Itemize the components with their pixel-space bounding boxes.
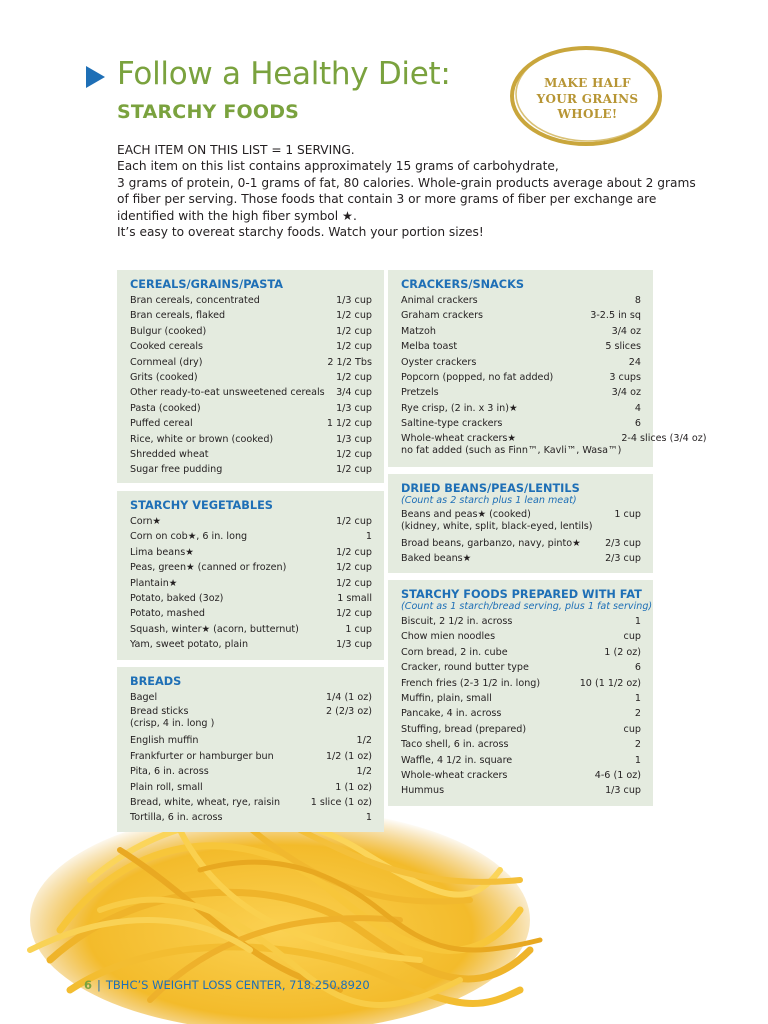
list-item xyxy=(401,768,641,783)
section-title: BREADS xyxy=(130,675,182,688)
item-amount: 3/4 cup xyxy=(336,387,372,399)
item-amount: 1/3 cup xyxy=(336,433,372,445)
list-item xyxy=(401,339,641,354)
intro-line: 3 grams of protein, 0-1 grams of fat, 80 calories. Whole-grain products average about 2 grams xyxy=(117,175,696,190)
list-item xyxy=(401,614,641,629)
item-amount: 1 xyxy=(365,812,372,824)
item-name: Animal crackers xyxy=(401,295,478,306)
cereals-grains-pasta-box xyxy=(117,270,384,483)
item-amount: 1/3 cup xyxy=(336,402,372,414)
intro-line: of fiber per serving. Those foods that contain 3 or more grams of fiber per exchange are xyxy=(117,192,657,207)
badge-text: MAKE HALF YOUR GRAINS WHOLE! xyxy=(536,76,639,121)
item-amount: 1 slice (1 oz) xyxy=(310,797,372,809)
item-name: Cooked cereals xyxy=(130,341,204,353)
list-item xyxy=(401,645,641,660)
list-item xyxy=(401,722,641,737)
list-item xyxy=(130,416,372,431)
list-item xyxy=(130,385,372,400)
item-name-line: (crisp, 4 in. long ) xyxy=(130,718,215,730)
item-name: Other ready-to-eat unsweetened cereals xyxy=(130,387,325,399)
section-subtitle: (Count as 2 starch plus 1 lean meat) xyxy=(401,495,577,506)
item-name-line: Bread sticks xyxy=(130,706,189,718)
item-amount: 1/2 (1 oz) xyxy=(325,750,372,762)
item-amount: 2 xyxy=(634,739,641,751)
item-name: Chow mien noodles xyxy=(401,631,496,643)
item-amount: 6 xyxy=(634,418,641,430)
item-name: Matzoh xyxy=(401,325,436,337)
item-amount: 2/3 cup xyxy=(605,553,641,565)
item-amount: 2-4 slices (3/4 oz) xyxy=(621,432,707,444)
intro-text xyxy=(117,142,696,240)
item-name: Cornmeal (dry) xyxy=(130,356,203,368)
item-name: Potato, baked (3oz) xyxy=(130,593,224,605)
list-item xyxy=(130,733,372,748)
item-name xyxy=(401,508,593,533)
item-name: English muffin xyxy=(130,735,199,747)
item-amount: cup xyxy=(623,723,641,735)
list-item xyxy=(130,529,372,544)
item-name: Bagel xyxy=(130,692,158,703)
list-item xyxy=(401,293,641,308)
list-item xyxy=(130,370,372,385)
item-amount: 1/2 cup xyxy=(336,608,372,620)
list-item xyxy=(401,783,641,798)
item-name: Corn bread, 2 in. cube xyxy=(401,646,508,658)
list-item xyxy=(401,753,641,768)
section-title: CEREALS/GRAINS/PASTA xyxy=(130,278,283,291)
list-item xyxy=(130,622,372,637)
triangle-bullet-icon xyxy=(86,66,105,88)
item-name: Saltine-type crackers xyxy=(401,418,503,430)
item-name: Pancake, 4 in. across xyxy=(401,708,502,720)
item-name: Stuffing, bread (prepared) xyxy=(401,723,527,735)
list-item xyxy=(130,764,372,779)
item-amount: 3-2.5 in sq xyxy=(590,310,641,322)
item-amount: 5 slices xyxy=(605,341,641,353)
item-amount: 2 1/2 Tbs xyxy=(327,356,372,368)
item-amount: 1/2 cup xyxy=(336,516,372,527)
item-name: Corn★ xyxy=(130,516,162,527)
list-item xyxy=(130,690,372,705)
item-amount: 1/2 cup xyxy=(336,546,372,558)
list-item xyxy=(130,462,372,477)
item-name: Bran cereals, flaked xyxy=(130,310,226,322)
item-name: Muffin, plain, small xyxy=(401,693,492,705)
list-item xyxy=(130,545,372,560)
list-item xyxy=(401,432,707,457)
item-name: Pita, 6 in. across xyxy=(130,766,209,778)
item-name: Whole-wheat crackers xyxy=(401,770,508,782)
item-name: Popcorn (popped, no fat added) xyxy=(401,372,554,384)
list-item xyxy=(130,795,372,810)
footer-separator: | xyxy=(97,978,101,992)
list-item xyxy=(401,308,641,323)
item-name: Shredded wheat xyxy=(130,449,209,461)
item-name: Frankfurter or hamburger bun xyxy=(130,750,274,762)
item-amount: 1 (1 oz) xyxy=(335,781,372,793)
item-amount: 24 xyxy=(628,356,641,368)
list-item xyxy=(130,324,372,339)
item-amount: 8 xyxy=(634,295,641,306)
item-name: Tortilla, 6 in. across xyxy=(130,812,223,824)
item-name: Potato, mashed xyxy=(130,608,205,620)
list-item xyxy=(401,355,641,370)
item-name: Grits (cooked) xyxy=(130,372,198,384)
item-name-line: Beans and peas★ (cooked) xyxy=(401,509,531,520)
item-amount: 1/2 cup xyxy=(336,372,372,384)
item-amount: 3 cups xyxy=(609,372,641,384)
list-item xyxy=(401,401,641,416)
item-amount: 1 xyxy=(634,616,641,627)
list-item xyxy=(130,447,372,462)
item-name: Oyster crackers xyxy=(401,356,477,368)
item-name: Cracker, round butter type xyxy=(401,662,529,674)
item-name: Graham crackers xyxy=(401,310,484,322)
item-amount: 1 (2 oz) xyxy=(604,646,641,658)
item-amount: 10 (1 1/2 oz) xyxy=(579,677,641,689)
list-item xyxy=(130,401,372,416)
item-name-line: (kidney, white, split, black-eyed, lentils) xyxy=(401,521,593,532)
item-name: French fries (2-3 1/2 in. long) xyxy=(401,677,541,689)
item-name: Peas, green★ (canned or frozen) xyxy=(130,562,287,574)
list-item xyxy=(130,308,372,323)
list-item xyxy=(401,324,641,339)
item-name: Bread, white, wheat, rye, raisin xyxy=(130,797,281,809)
item-amount: 1/2 cup xyxy=(336,464,372,476)
page-number: 6 xyxy=(84,978,93,992)
crackers-snacks-box xyxy=(388,270,707,467)
section-title: CRACKERS/SNACKS xyxy=(401,278,524,291)
item-name: Rice, white or brown (cooked) xyxy=(130,433,274,445)
list-item xyxy=(130,560,372,575)
item-amount: 1/2 xyxy=(356,766,372,778)
page-title: Follow a Healthy Diet: xyxy=(117,56,451,92)
item-amount: 1/2 cup xyxy=(336,341,372,353)
starchy-vegetables-box xyxy=(117,491,384,660)
list-item xyxy=(401,691,641,706)
item-name: Baked beans★ xyxy=(401,553,472,565)
list-item xyxy=(130,810,372,825)
list-item xyxy=(401,737,641,752)
item-amount: 1 xyxy=(365,531,372,543)
footer-text: TBHC’S WEIGHT LOSS CENTER, 718.250.8920 xyxy=(105,978,370,992)
item-name: Bran cereals, concentrated xyxy=(130,295,260,306)
intro-line: identified with the high fiber symbol ★. xyxy=(117,208,357,223)
list-item xyxy=(130,432,372,447)
list-item xyxy=(130,514,372,529)
item-amount: 1 cup xyxy=(345,623,372,635)
page-subtitle: STARCHY FOODS xyxy=(117,101,300,123)
list-item xyxy=(130,355,372,370)
item-name: Biscuit, 2 1/2 in. across xyxy=(401,616,513,627)
item-amount: 1/2 cup xyxy=(336,577,372,589)
item-amount: cup xyxy=(623,631,641,643)
item-name: Taco shell, 6 in. across xyxy=(401,739,509,751)
item-amount: 1 xyxy=(634,754,641,766)
item-name: Bulgur (cooked) xyxy=(130,325,207,337)
item-name-line: Whole-wheat crackers★ xyxy=(401,432,517,444)
intro-line: EACH ITEM ON THIS LIST = 1 SERVING. xyxy=(117,143,355,157)
item-name: Melba toast xyxy=(401,341,458,353)
item-amount: 1/2 cup xyxy=(336,562,372,574)
list-item xyxy=(401,370,641,385)
section-title: STARCHY VEGETABLES xyxy=(130,499,273,512)
item-amount: 1/3 cup xyxy=(336,295,372,306)
item-name: Plantain★ xyxy=(130,577,178,589)
item-name: Squash, winter★ (acorn, butternut) xyxy=(130,623,299,635)
breads-box xyxy=(117,667,384,832)
item-amount: 1 1/2 cup xyxy=(326,418,372,430)
list-item xyxy=(130,749,372,764)
section-title: DRIED BEANS/PEAS/LENTILS xyxy=(401,482,580,495)
item-amount: 4 xyxy=(634,402,641,414)
intro-line: It’s easy to overeat starchy foods. Watch your portion sizes! xyxy=(117,225,484,240)
list-item xyxy=(130,576,372,591)
item-amount: 2 (2/3 oz) xyxy=(325,706,372,718)
list-item xyxy=(130,591,372,606)
item-amount: 1 cup xyxy=(614,509,641,520)
list-item xyxy=(401,416,641,431)
item-name: Plain roll, small xyxy=(130,781,203,793)
item-name xyxy=(401,432,621,457)
list-item xyxy=(401,508,641,533)
item-name xyxy=(130,705,214,730)
item-amount: 2/3 cup xyxy=(605,538,641,549)
item-name: Sugar free pudding xyxy=(130,464,223,476)
list-item xyxy=(401,660,641,675)
item-amount: 1 xyxy=(634,693,641,705)
item-name: Hummus xyxy=(401,785,445,797)
item-amount: 1/2 cup xyxy=(336,325,372,337)
list-item xyxy=(401,385,641,400)
section-title: STARCHY FOODS PREPARED WITH FAT xyxy=(401,588,642,601)
item-name: Waffle, 4 1/2 in. square xyxy=(401,754,513,766)
list-item xyxy=(401,536,641,551)
list-item xyxy=(130,780,372,795)
list-item xyxy=(130,293,372,308)
list-item xyxy=(130,339,372,354)
item-name: Lima beans★ xyxy=(130,546,194,558)
page-footer xyxy=(84,978,370,992)
grains-badge xyxy=(507,40,667,150)
item-name: Corn on cob★, 6 in. long xyxy=(130,531,248,543)
intro-line: Each item on this list contains approximately 15 grams of carbohydrate, xyxy=(117,159,559,174)
list-item xyxy=(130,606,372,621)
item-name: Puffed cereal xyxy=(130,418,193,430)
starchy-foods-with-fat-box xyxy=(388,580,653,806)
item-name: Pasta (cooked) xyxy=(130,402,201,414)
item-amount: 1/3 cup xyxy=(605,785,641,797)
list-item xyxy=(401,676,641,691)
item-amount: 1 small xyxy=(337,593,372,605)
item-name: Broad beans, garbanzo, navy, pinto★ xyxy=(401,538,581,549)
list-item xyxy=(401,629,641,644)
list-item xyxy=(130,705,372,730)
item-amount: 1/3 cup xyxy=(336,639,372,651)
list-item xyxy=(401,551,641,566)
item-name: Pretzels xyxy=(401,387,439,399)
item-amount: 1/4 (1 oz) xyxy=(325,692,372,703)
dried-beans-box xyxy=(388,474,653,573)
item-amount: 1/2 cup xyxy=(336,310,372,322)
item-amount: 4-6 (1 oz) xyxy=(594,770,641,782)
section-subtitle: (Count as 1 starch/bread serving, plus 1 fat serving) xyxy=(401,601,653,612)
item-amount: 2 xyxy=(634,708,641,720)
item-amount: 6 xyxy=(634,662,641,674)
item-name: Yam, sweet potato, plain xyxy=(130,639,249,651)
list-item xyxy=(130,637,372,652)
item-name-line: no fat added (such as Finn™, Kavli™, Wasa™) xyxy=(401,444,622,456)
item-amount: 3/4 oz xyxy=(611,387,641,399)
list-item xyxy=(401,706,641,721)
item-name: Rye crisp, (2 in. x 3 in)★ xyxy=(401,402,518,414)
item-amount: 3/4 oz xyxy=(611,325,641,337)
item-amount: 1/2 xyxy=(356,735,372,747)
item-amount: 1/2 cup xyxy=(336,449,372,461)
